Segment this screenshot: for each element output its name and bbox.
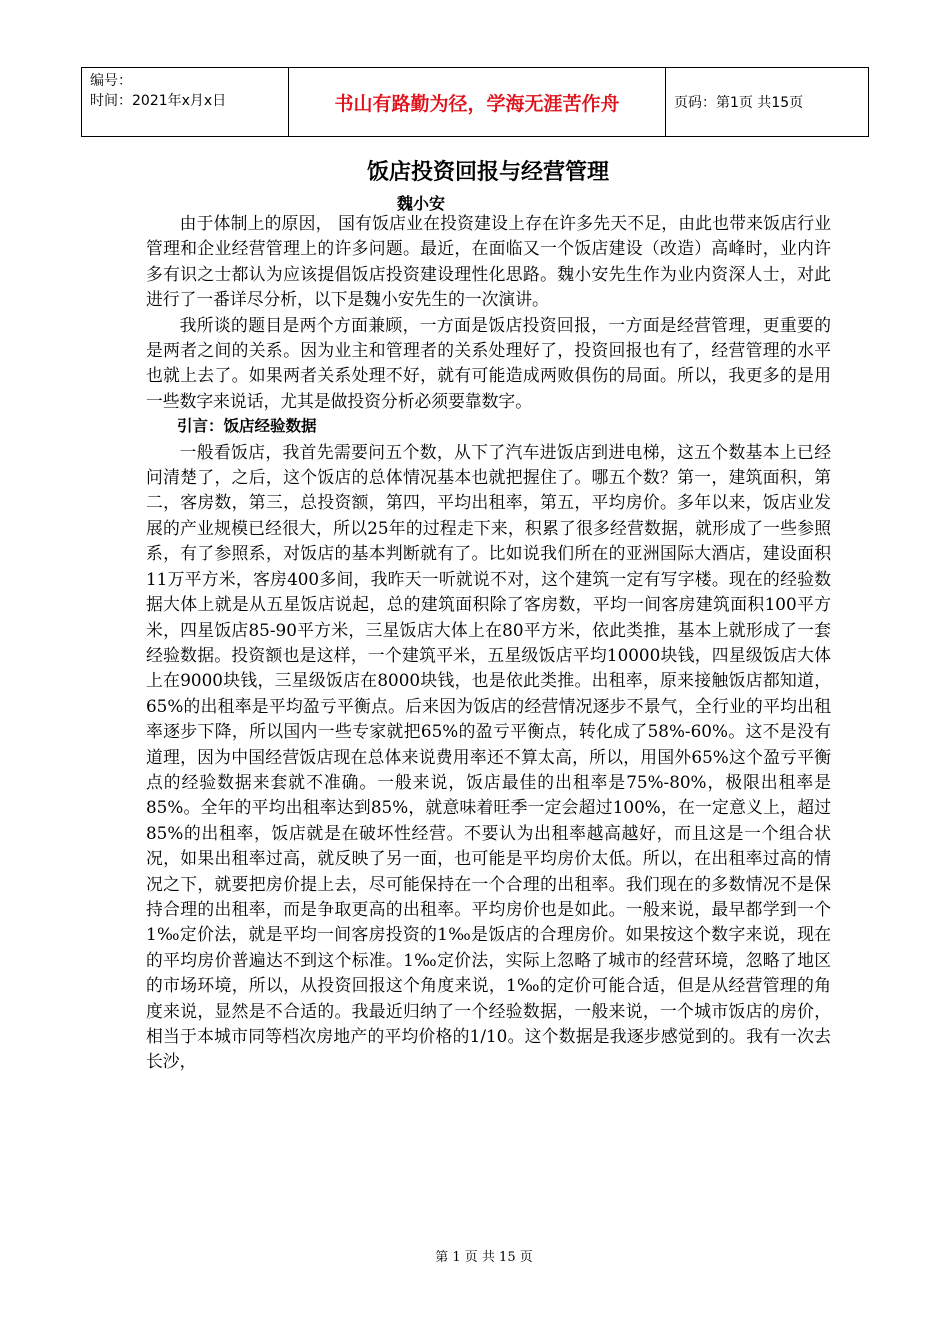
header-table — [81, 67, 869, 137]
section-heading: 引言：饭店经验数据 — [177, 417, 317, 436]
document-title: 饭店投资回报与经营管理 — [366, 160, 609, 185]
document-body — [146, 211, 831, 1075]
document-author: 魏小安 — [397, 194, 446, 213]
time-label: 时间：2021年x月x日 — [90, 93, 227, 109]
motto-cell — [289, 68, 666, 137]
page-info-text: 页码：第1页 共15页 — [674, 95, 804, 111]
intro-paragraph: 由于体制上的原因， 国有饭店业在投资建设上存在许多先天不足，由此也带来饭店行业管理和企业经营管理上的许多问题。最近，在面临又一个饭店建设（改造）高峰时，业内许多有识之士都认为应该提倡饭店投资建设理性化思路。魏小安先生作为业内资深人士，对此进行了一番详尽分析，以下是魏小安先生的一次演讲。 — [146, 213, 831, 310]
page-footer: 第 1 页 共 15 页 — [435, 1250, 533, 1265]
header-info-cell — [82, 68, 289, 137]
motto-text: 书山有路勤为径，学海无涯苦作舟 — [334, 92, 620, 115]
page-info-cell — [666, 68, 869, 137]
section-paragraph: 一般看饭店，我首先需要问五个数，从下了汽车进饭店到进电梯，这五个数基本上已经问清楚了，之后，这个饭店的总体情况基本也就把握住了。哪五个数？第一，建筑面积，第二，客房数，第三，总投资额，第四，平均出租率，第五，平均房价。多年以来，饭店业发展的产业规模已经很大，所以25年的过程走下来，积累了很多经营数据，就形成了一些参照系，有了参照系，对饭店的基本判断就有了。比如说我们所在的亚洲国际大酒店，建设面积11万平方米，客房400多间，我昨天一听就说不对，这个建筑一定有写字楼。现在的经验数据大体上就是从五星饭店说起，总的建筑面积除了客房数，平均一间客房建筑面积100平方米，四星饭店85-90平方米，三星饭店大体上在80平方米，依此类推，基本上就形成了一套经验数据。投资额也是这样，一个建筑平米，五星级饭店平均10000块钱，四星级饭店大体上在9000块钱，三星级饭店在8000块钱，也是依此类推。出租率，原来接触饭店都知道， 65%的出租率是平均盈亏平衡点。后来因为饭店的经营情况逐步不景气，全行业的平均出租率逐步下降，所以国内一些专家就把65%的盈亏平衡点，转化成了58%-60%。这不是没有道理，因为中国经营饭店现在总体来说费用率还不算太高，所以，用国外65%这个盈亏平衡点的经验数据来套就不准确。一般来说，饭店最佳的出租率是75%-80%，极限出租率是85%。全年的平均出租率达到85%，就意味着旺季一定会超过100%，在一定意义上，超过85%的出租率，饭店就是在破坏性经营。不要认为出租率越高越好，而且这是一个组合状况，如果出租率过高，就反映了另一面，也可能是平均房价太低。所以，在出租率过高的情况之下，就要把房价提上去，尽可能保持在一个合理的出租率。我们现在的多数情况不是保持合理的出租率，而是争取更高的出租率。平均房价也是如此。一般来说，最早都学到一个1‰定价法，就是平均一间客房投资的1‰是饭店的合理房价。如果按这个数字来说，现在的平均房价普遍达不到这个标准。1‰定价法，实际上忽略了城市的经营环境，忽略了地区的市场环境，所以，从投资回报这个角度来说，1‰的定价可能合适，但是从经营管理的角度来说，显然是不合适的。我最近归纳了一个经验数据，一般来说，一个城市饭店的房价，相当于本城市同等档次房地产的平均价格的1/10。这个数据是我逐步感觉到的。我有一次去长沙， — [146, 441, 831, 1072]
topic-paragraph: 我所谈的题目是两个方面兼顾，一方面是饭店投资回报，一方面是经营管理，更重要的是两者之间的关系。因为业主和管理者的关系处理好了，投资回报也有了，经营管理的水平也就上去了。如果两者关系处理不好，就有可能造成两败俱伤的局面。所以，我更多的是用一些数字来说话，尤其是做投资分析必须要靠数字。 — [146, 314, 831, 411]
serial-label: 编号： — [90, 73, 132, 89]
